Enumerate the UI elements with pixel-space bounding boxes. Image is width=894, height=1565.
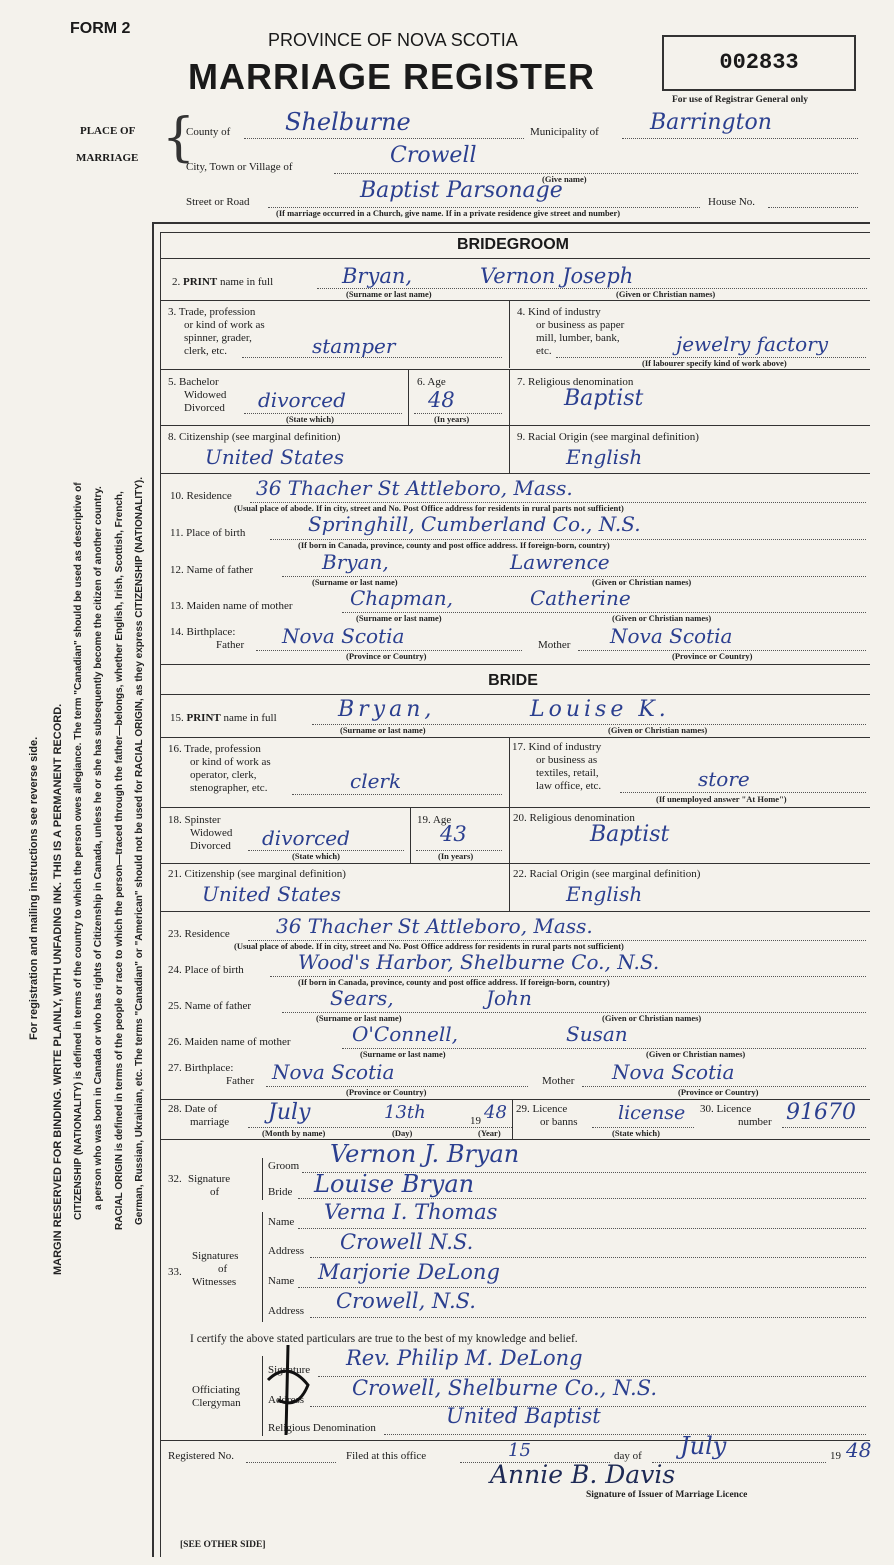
groom-bp-mother-label: Mother xyxy=(538,639,571,651)
bride-industry-label-3: textiles, retail, xyxy=(536,767,599,779)
margin-line-2: MARGIN RESERVED FOR BINDING. WRITE PLAINLY, WITH UNFADING INK. THIS IS A PERMANENT RECORD. xyxy=(52,703,64,1275)
groom-status-label-2: Widowed xyxy=(184,389,227,401)
bride-trade-label-2: or kind of work as xyxy=(190,756,271,768)
groom-religion-value: Baptist xyxy=(564,386,644,411)
date-label-2: marriage xyxy=(190,1116,230,1128)
groom-birth-label: 11. Place of birth xyxy=(170,527,246,539)
w2-address: Crowell, N.S. xyxy=(336,1289,476,1313)
w2-name: Marjorie DeLong xyxy=(318,1260,500,1284)
w1-name-label: Name xyxy=(268,1216,295,1228)
groom-father-caption-1: (Surname or last name) xyxy=(312,577,398,587)
bride-bp-label-1: 27. Birthplace: xyxy=(168,1062,234,1074)
witness-label-1: Signatures xyxy=(192,1250,239,1262)
marriage-month-caption: (Month by name) xyxy=(262,1128,326,1138)
day-of-label: day of xyxy=(614,1450,642,1462)
licence-label-2: or banns xyxy=(540,1116,578,1128)
bride-given: Louise K. xyxy=(530,697,670,722)
clergy-denomination: United Baptist xyxy=(446,1404,601,1428)
municipality-value: Barrington xyxy=(650,110,772,135)
bride-sig-label: Bride xyxy=(268,1186,293,1198)
sig-label-1: Signature xyxy=(188,1173,231,1185)
issuer-caption: Signature of Issuer of Marriage Licence xyxy=(586,1490,748,1500)
bride-industry-label-4: law office, etc. xyxy=(536,780,602,792)
margin-line-3: CITIZENSHIP (NATIONALITY) is defined in terms of the country to which the person owes allegiance. The term "Canadian" should be used as descriptive of xyxy=(73,482,84,1220)
bride-bp-father: Nova Scotia xyxy=(272,1060,395,1084)
bride-father-surname: Sears, xyxy=(330,986,394,1010)
groom-trade-label-3: spinner, grader, xyxy=(184,332,252,344)
groom-mother-caption-2: (Given or Christian names) xyxy=(612,613,712,623)
bride-racial-value: English xyxy=(566,882,643,906)
groom-sig-label: Groom xyxy=(268,1160,300,1172)
groom-status-caption: (State which) xyxy=(286,414,334,424)
bridegroom-heading: BRIDEGROOM xyxy=(457,236,569,253)
street-value: Baptist Parsonage xyxy=(360,178,563,203)
groom-trade-label-2: or kind of work as xyxy=(184,319,265,331)
licence-number-value: 91670 xyxy=(786,1100,856,1125)
bride-industry-label-1: 17. Kind of industry xyxy=(512,741,602,753)
bride-given-caption: (Given or Christian names) xyxy=(608,725,708,735)
groom-mother-given: Catherine xyxy=(530,586,631,610)
groom-residence-caption: (Usual place of abode. If in city, street and No. Post Office address for residents in rural parts not sufficient) xyxy=(234,503,624,513)
bride-age-label: 19. Age xyxy=(417,814,452,826)
county-label: County of xyxy=(186,126,231,138)
groom-age-value: 48 xyxy=(428,388,455,412)
bride-status-caption: (State which) xyxy=(292,851,340,861)
groom-birth-value: Springhill, Cumberland Co., N.S. xyxy=(308,512,641,536)
groom-residence-label: 10. Residence xyxy=(170,490,232,502)
w2-addr-label: Address xyxy=(268,1305,305,1317)
groom-mother-surname: Chapman, xyxy=(350,586,454,610)
clergy-rel-label: Religious Denomination xyxy=(268,1422,376,1434)
bride-father-caption-2: (Given or Christian names) xyxy=(602,1013,702,1023)
bride-age-value: 43 xyxy=(440,822,467,846)
house-label: House No. xyxy=(708,196,756,208)
groom-mother-label: 13. Maiden name of mother xyxy=(170,600,293,612)
bride-trade-value: clerk xyxy=(350,769,402,793)
certify-statement: I certify the above stated particulars are true to the best of my knowledge and belief. xyxy=(190,1333,578,1345)
clergy-label-1: Officiating xyxy=(192,1384,241,1396)
bride-birth-caption: (If born in Canada, province, county and post office address. If foreign-born, country) xyxy=(298,977,610,987)
bride-surname-caption: (Surname or last name) xyxy=(340,725,426,735)
sig-label-2: of xyxy=(210,1186,220,1198)
bride-bp-caption-2: (Province or Country) xyxy=(678,1087,759,1097)
bride-signature: Louise Bryan xyxy=(314,1170,475,1198)
clergy-label-2: Clergyman xyxy=(192,1397,241,1409)
w2-name-label: Name xyxy=(268,1275,295,1287)
city-value: Crowell xyxy=(390,143,477,168)
marriage-month: July xyxy=(268,1100,311,1125)
groom-surname-caption: (Surname or last name) xyxy=(346,289,432,299)
margin-line-4: a person who was born in Canada or who has rights of Citizenship in Canada, unless he or she has subsequently become the citizen of another country. xyxy=(93,486,104,1210)
licence-caption: (State which) xyxy=(612,1128,660,1138)
street-label: Street or Road xyxy=(186,196,250,208)
groom-industry-label-2: or business as paper xyxy=(536,319,625,331)
groom-given-caption: (Given or Christian names) xyxy=(616,289,716,299)
groom-industry-value: jewelry factory xyxy=(676,332,829,356)
bride-industry-caption: (If unemployed answer "At Home") xyxy=(656,794,787,804)
groom-industry-label-4: etc. xyxy=(536,345,552,357)
marriage-year-prefix: 19 xyxy=(470,1115,481,1127)
place-brace: { xyxy=(162,108,196,168)
groom-bp-label-2: Father xyxy=(216,639,245,651)
licence-number-label-2: number xyxy=(738,1116,772,1128)
witness-num: 33. xyxy=(168,1266,182,1278)
filed-month: July xyxy=(680,1432,727,1460)
registered-label: Registered No. xyxy=(168,1450,234,1462)
registrar-note: For use of Registrar General only xyxy=(672,95,809,105)
groom-citizenship-label: 8. Citizenship (see marginal definition) xyxy=(168,431,341,443)
bride-religion-label: 20. Religious denomination xyxy=(513,812,635,824)
groom-bp-mother: Nova Scotia xyxy=(610,624,733,648)
bride-birth-value: Wood's Harbor, Shelburne Co., N.S. xyxy=(298,950,660,974)
bride-citizenship-value: United States xyxy=(202,882,341,906)
groom-racial-value: English xyxy=(566,445,643,469)
clergy-signature: Rev. Philip M. DeLong xyxy=(346,1346,583,1370)
sig-num: 32. xyxy=(168,1173,182,1185)
bride-mother-surname: O'Connell, xyxy=(352,1022,458,1046)
bride-heading: BRIDE xyxy=(488,672,538,689)
groom-father-label: 12. Name of father xyxy=(170,564,254,576)
groom-residence-value: 36 Thacher St Attleboro, Mass. xyxy=(256,476,573,500)
bride-status-label-1: 18. Spinster xyxy=(168,814,221,826)
groom-status-label-3: Divorced xyxy=(184,402,225,414)
w1-name: Verna I. Thomas xyxy=(324,1200,498,1224)
marriage-day-caption: (Day) xyxy=(392,1128,413,1138)
bride-bp-label-2: Father xyxy=(226,1075,255,1087)
licence-number-label-1: 30. Licence xyxy=(700,1103,752,1115)
clergy-sig-label: Signature xyxy=(268,1364,311,1376)
groom-mother-caption-1: (Surname or last name) xyxy=(356,613,442,623)
bride-industry-label-2: or business as xyxy=(536,754,598,766)
clergy-address: Crowell, Shelburne Co., N.S. xyxy=(352,1376,658,1400)
bride-residence-caption: (Usual place of abode. If in city, street and No. Post Office address for residents in rural parts not sufficient) xyxy=(234,941,624,951)
see-other-side: [SEE OTHER SIDE] xyxy=(180,1540,266,1550)
groom-given: Vernon Joseph xyxy=(480,264,634,288)
groom-industry-label-1: 4. Kind of industry xyxy=(517,306,601,318)
form-label: FORM 2 xyxy=(70,20,131,37)
w1-address: Crowell N.S. xyxy=(340,1230,474,1254)
groom-religion-label: 7. Religious denomination xyxy=(517,376,634,388)
bride-status-label-2: Widowed xyxy=(190,827,233,839)
bride-citizenship-label: 21. Citizenship (see marginal definition) xyxy=(168,868,346,880)
groom-bp-label-1: 14. Birthplace: xyxy=(170,626,236,638)
register-number: 002833 xyxy=(719,50,799,75)
marriage-label: MARRIAGE xyxy=(76,152,139,164)
page-title: MARRIAGE REGISTER xyxy=(188,56,596,97)
issuer-signature: Annie B. Davis xyxy=(490,1460,676,1489)
clergy-addr-label: Address xyxy=(268,1394,305,1406)
groom-industry-caption: (If labourer specify kind of work above) xyxy=(642,358,787,368)
marriage-year-caption: (Year) xyxy=(478,1128,501,1138)
groom-trade-label-1: 3. Trade, profession xyxy=(168,306,256,318)
bride-religion-value: Baptist xyxy=(590,822,670,847)
licence-value: license xyxy=(618,1102,686,1124)
w1-addr-label: Address xyxy=(268,1245,305,1257)
city-caption: (Give name) xyxy=(542,174,587,184)
bride-status-value: divorced xyxy=(262,826,350,850)
groom-industry-label-3: mill, lumber, bank, xyxy=(536,332,620,344)
bride-residence-label: 23. Residence xyxy=(168,928,230,940)
groom-bp-caption-1: (Province or Country) xyxy=(346,651,427,661)
marriage-day: 13th xyxy=(384,1102,426,1123)
bride-father-label: 25. Name of father xyxy=(168,1000,252,1012)
city-label: City, Town or Village of xyxy=(186,161,293,173)
bride-birth-label: 24. Place of birth xyxy=(168,964,244,976)
marriage-year: 48 xyxy=(484,1102,507,1123)
bride-trade-label-4: stenographer, etc. xyxy=(190,782,268,794)
bride-surname: Bryan, xyxy=(338,697,436,722)
bride-mother-caption-1: (Surname or last name) xyxy=(360,1049,446,1059)
bride-residence-value: 36 Thacher St Attleboro, Mass. xyxy=(276,914,593,938)
bride-racial-label: 22. Racial Origin (see marginal definition) xyxy=(513,868,701,880)
witness-label-2: of xyxy=(218,1263,228,1275)
bride-industry-value: store xyxy=(698,767,750,791)
clergy-flourish-mark xyxy=(258,1340,328,1440)
groom-father-surname: Bryan, xyxy=(322,550,389,574)
municipality-label: Municipality of xyxy=(530,126,599,138)
county-value: Shelburne xyxy=(285,108,411,136)
groom-surname: Bryan, xyxy=(342,264,413,288)
groom-bp-caption-2: (Province or Country) xyxy=(672,651,753,661)
groom-birth-caption: (If born in Canada, province, county and post office address. If foreign-born, country) xyxy=(298,540,610,550)
bride-bp-mother: Nova Scotia xyxy=(612,1060,735,1084)
groom-status-value: divorced xyxy=(258,388,346,412)
place-label: PLACE OF xyxy=(80,125,136,137)
groom-age-label: 6. Age xyxy=(417,376,446,388)
groom-citizenship-value: United States xyxy=(205,445,344,469)
filed-label: Filed at this office xyxy=(346,1450,427,1462)
bride-bp-mother-label: Mother xyxy=(542,1075,575,1087)
filed-year: 48 xyxy=(846,1438,872,1462)
groom-age-caption: (In years) xyxy=(434,414,470,424)
margin-line-1: For registration and mailing instructions see reverse side. xyxy=(28,736,40,1040)
margin-line-5: RACIAL ORIGIN is defined in terms of the people or race to which the person—traced through the father—belongs, whether English, Irish, Scottish, French, xyxy=(114,491,125,1230)
bride-status-label-3: Divorced xyxy=(190,840,231,852)
filed-year-prefix: 19 xyxy=(830,1450,841,1462)
groom-name-label: 2. PRINT name in full xyxy=(172,276,274,288)
street-caption: (If marriage occurred in a Church, give name. If in a private residence give street and number) xyxy=(276,208,621,218)
bride-mother-caption-2: (Given or Christian names) xyxy=(646,1049,746,1059)
margin-line-6: German, Russian, Ukrainian, etc. The terms "Canadian" or "American" should not be used for RACIAL ORIGIN, as they express CITIZENSHIP (NATIONALITY). xyxy=(134,476,145,1225)
bride-mother-given: Susan xyxy=(566,1022,628,1046)
bride-father-given: John xyxy=(486,986,532,1010)
bride-mother-label: 26. Maiden name of mother xyxy=(168,1036,291,1048)
groom-trade-value: stamper xyxy=(312,334,396,358)
groom-trade-label-4: clerk, etc. xyxy=(184,345,228,357)
licence-label-1: 29. Licence xyxy=(516,1103,568,1115)
groom-father-caption-2: (Given or Christian names) xyxy=(592,577,692,587)
bride-trade-label-3: operator, clerk, xyxy=(190,769,257,781)
groom-status-label-1: 5. Bachelor xyxy=(168,376,219,388)
groom-racial-label: 9. Racial Origin (see marginal definition) xyxy=(517,431,699,443)
bride-name-label: 15. PRINT name in full xyxy=(170,712,277,724)
province-heading: PROVINCE OF NOVA SCOTIA xyxy=(268,30,518,50)
bride-bp-caption-1: (Province or Country) xyxy=(346,1087,427,1097)
filed-day: 15 xyxy=(508,1440,531,1461)
witness-label-3: Witnesses xyxy=(192,1276,237,1288)
groom-father-given: Lawrence xyxy=(510,550,610,574)
groom-bp-father: Nova Scotia xyxy=(282,624,405,648)
groom-signature: Vernon J. Bryan xyxy=(330,1140,520,1168)
bride-age-caption: (In years) xyxy=(438,851,474,861)
bride-trade-label-1: 16. Trade, profession xyxy=(168,743,261,755)
bride-father-caption-1: (Surname or last name) xyxy=(316,1013,402,1023)
date-label-1: 28. Date of xyxy=(168,1103,218,1115)
